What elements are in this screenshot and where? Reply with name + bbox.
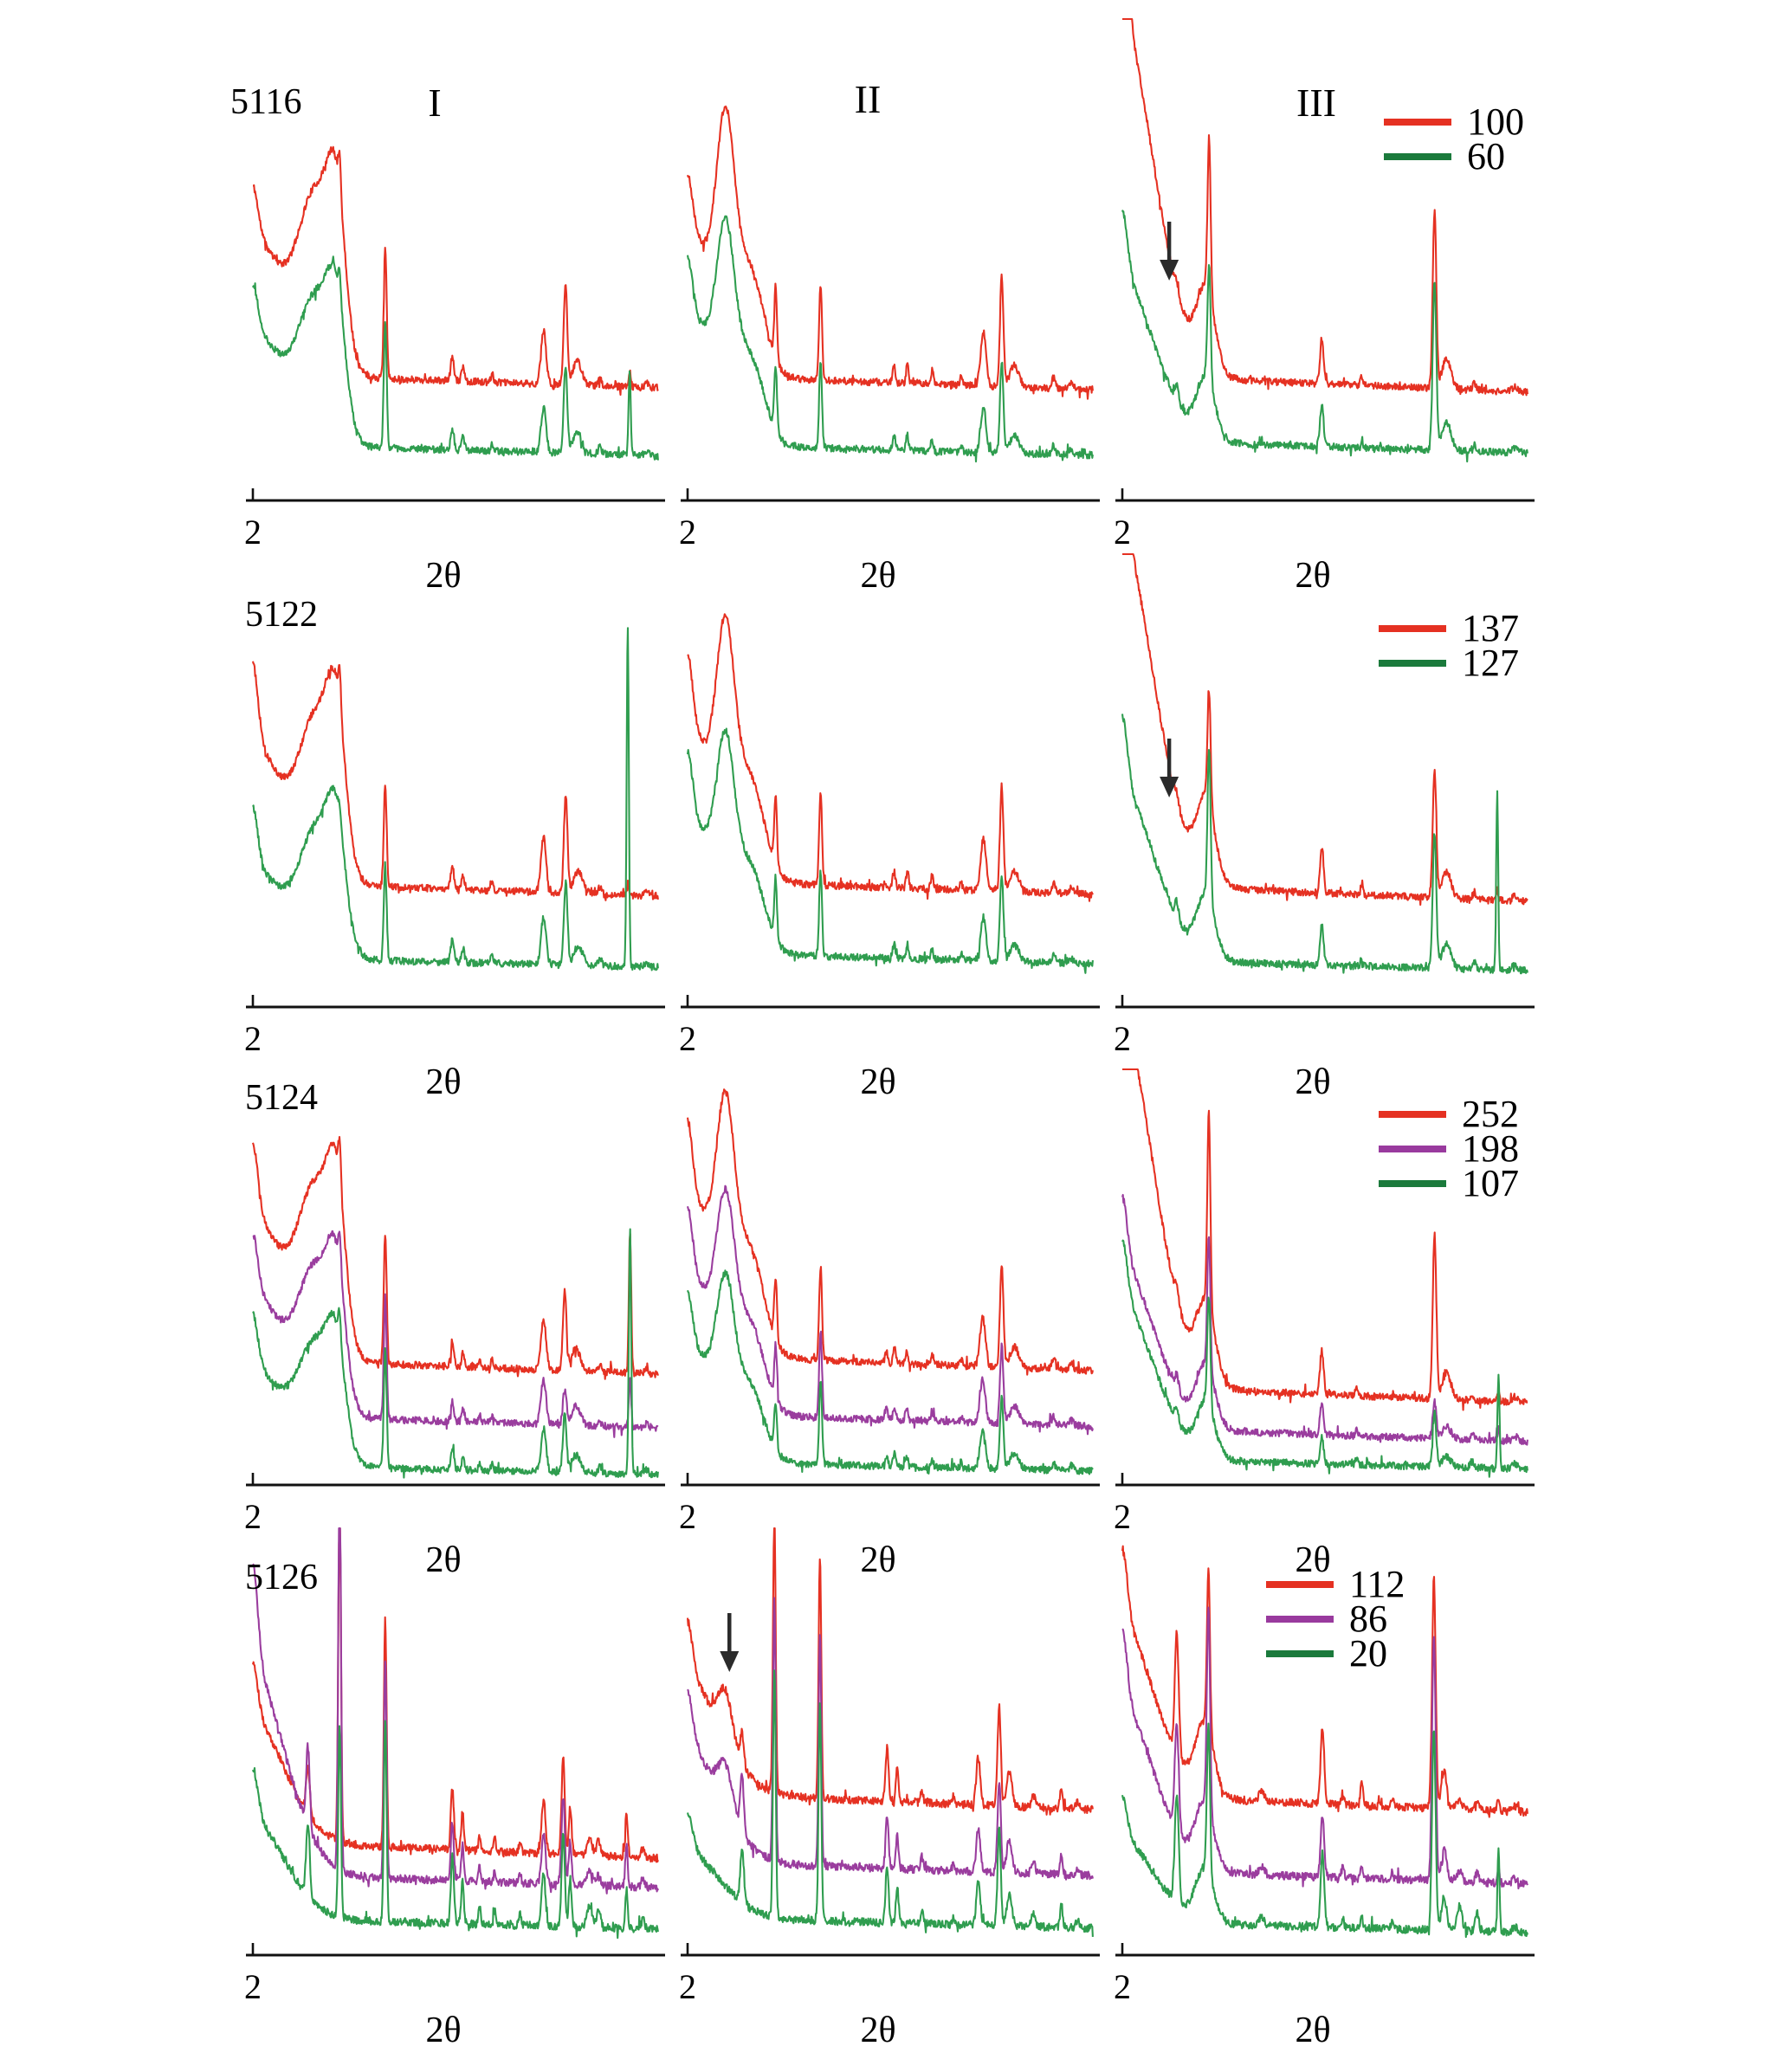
legend-line-green [1379,1180,1446,1187]
legend-value: 60 [1467,135,1505,178]
x-tick-label: 2 [1114,1497,1131,1536]
x-axis-title: 2θ [860,1540,896,1580]
column-header-III: III [1296,81,1336,125]
x-tick-label: 2 [1114,513,1131,552]
x-axis-title: 2θ [425,556,462,596]
xrd-curve-5122-I-127 [253,628,658,970]
legend-line-green [1384,153,1451,160]
legend-value: 252 [1462,1093,1519,1135]
x-axis-title: 2θ [1295,1540,1331,1580]
xrd-curve-5122-I-137 [253,662,658,900]
xrd-curve-5126-II-86 [688,1598,1093,1880]
xrd-curve-5124-II-198 [688,1186,1093,1435]
xrd-curve-5116-I-100 [253,147,658,395]
legend-line-red [1379,625,1446,632]
xrd-curve-5116-III-60 [1122,210,1528,462]
x-tick-label: 2 [679,1967,696,2006]
legend-value: 107 [1462,1162,1519,1204]
legend-entry [1384,135,1524,178]
legend-line-purple [1379,1146,1446,1152]
x-tick-label: 2 [244,513,262,552]
xrd-curve-5116-III-100 [1122,19,1528,395]
legend-entry [1379,1162,1519,1204]
x-axis-title: 2θ [425,1062,462,1102]
legend-value: 137 [1462,607,1519,649]
xrd-curve-5116-I-60 [253,256,658,460]
xrd-curve-5124-I-252 [253,1137,658,1379]
legend-line-purple [1266,1616,1334,1623]
legend-entry [1266,1632,1405,1675]
xrd-curve-5126-II-20 [688,1670,1093,1937]
sample-label-5122: 5122 [245,595,318,635]
x-axis-title: 2θ [860,556,896,596]
x-axis-title: 2θ [425,2011,462,2050]
legend-row-5126 [1266,1563,1406,1675]
sample-label-5116: 5116 [230,82,302,122]
legend-entry [1379,1093,1519,1135]
legend-value: 198 [1462,1127,1519,1170]
x-tick-label: 2 [1114,1019,1131,1058]
x-tick-label: 2 [1114,1967,1131,2006]
xrd-curve-5122-III-127 [1122,714,1528,974]
legend-row-5116 [1384,100,1524,178]
x-tick-label: 2 [679,1497,696,1536]
x-tick-label: 2 [244,1967,262,2006]
legend-entry [1379,607,1519,649]
x-axis-title: 2θ [1295,556,1331,596]
x-tick-label: 2 [244,1497,262,1536]
legend-row-5124 [1379,1093,1519,1204]
legend-value: 20 [1349,1632,1387,1675]
legend-value: 100 [1467,100,1524,143]
legend-line-red [1384,119,1451,126]
xrd-curve-5116-II-60 [688,216,1093,462]
x-axis-title: 2θ [425,1540,462,1580]
down-arrow-head [720,1651,739,1672]
xrd-curve-5116-II-100 [688,107,1093,399]
x-axis-title: 2θ [1295,1062,1331,1102]
legend-line-green [1266,1650,1334,1657]
x-tick-label: 2 [679,513,696,552]
legend-entry [1379,1127,1519,1170]
legend-entry [1379,642,1519,684]
column-header-II: II [854,77,882,121]
x-axis-title: 2θ [860,1062,896,1102]
xrd-curve-5124-I-107 [253,1230,658,1478]
column-header-I: I [428,81,442,125]
sample-label-5124: 5124 [245,1078,318,1118]
down-arrow-head [1160,777,1179,797]
legend-line-green [1379,660,1446,667]
x-axis-title: 2θ [860,2011,896,2050]
legend-value: 86 [1349,1598,1387,1640]
legend-row-5122 [1379,607,1519,684]
xrd-curve-5124-II-252 [688,1089,1093,1375]
xrd-curve-5124-I-198 [253,1231,658,1437]
sample-label-5126: 5126 [245,1558,318,1598]
legend-line-red [1379,1111,1446,1118]
x-tick-label: 2 [244,1019,262,1058]
x-tick-label: 2 [679,1019,696,1058]
legend-value: 112 [1349,1563,1406,1605]
legend-line-red [1266,1581,1334,1588]
legend-entry [1384,100,1524,143]
legend-entry [1266,1563,1406,1605]
legend-entry [1266,1598,1405,1640]
x-axis-title: 2θ [1295,2011,1331,2050]
legend-value: 127 [1462,642,1519,684]
